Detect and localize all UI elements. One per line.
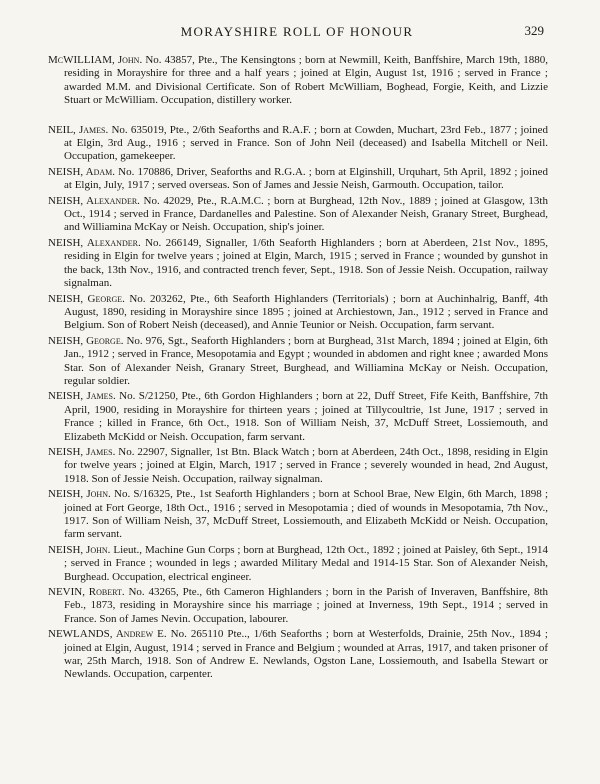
roll-entry xyxy=(48,124,548,164)
roll-entry xyxy=(48,488,548,542)
page-number: 329 xyxy=(524,23,544,38)
roll-entry xyxy=(48,195,548,235)
entry-name: NEWLANDS, Andrew E. xyxy=(48,628,167,641)
entry-name: NEIL, James. xyxy=(48,123,109,136)
entry-name: NEISH, James. xyxy=(48,390,116,403)
roll-entry xyxy=(48,166,548,193)
entry-text: No. 22907, Signaller, 1st Btn. Black Watch ; born at Aberdeen, 24th Oct., 1898, residing in Elgin for twelve years ; joined at Elgin, March, 1917 ; served in France ; severely wounded in head, 2nd August, 1918. Son of Jessie Neish. Occupation, railway signalman. xyxy=(64,445,548,485)
roll-entry xyxy=(48,446,548,486)
entry-name: NEVIN, Robert. xyxy=(48,586,125,599)
roll-entry xyxy=(48,54,548,108)
entry-name: NEISH, Alexander. xyxy=(48,194,140,207)
entry-name: McWILLIAM, John. xyxy=(48,54,143,66)
entry-text: No. S/16325, Pte., 1st Seaforth Highlanders ; born at School Brae, New Elgin, 6th March, 1898 ; joined at Fort George, 18th Oct., 1916 ; served in Mesopotamia ; died of wounds in Mesopotamia, 7th Nov., 1917. Son of William Neish, 37, McDuff Street, Lossiemouth, and Elizabeth McKidd or Neish. Occupation, farm servant. xyxy=(64,488,548,541)
entry-name: NEISH, John. xyxy=(48,488,111,501)
entry-text: No. 42029, Pte., R.A.M.C. ; born at Burghead, 12th Nov., 1889 ; joined at Glasgow, 13th Oct., 1914 ; served in France, Dardanelles and Palestine. Son of Alexander Neish, Granary Street, Burghead, and Williamina McKay or Neish. Occupation, ship's joiner. xyxy=(64,194,548,234)
entry-text: Lieut., Machine Gun Corps ; born at Burghead, 12th Oct., 1892 ; joined at Paisley, 6th Sept., 1914 ; served in France ; wounded in legs ; awarded Military Medal and 1914-15 Star. Son of Alexander Neish, Burghead. Occupation, electrical engineer. xyxy=(64,543,549,583)
roll-entry xyxy=(48,586,548,626)
roll-entry xyxy=(48,544,548,584)
entry-name: NEISH, George. xyxy=(48,334,124,347)
entry-name: NEISH, James. xyxy=(48,445,116,458)
entry-text: No. 976, Sgt., Seaforth Highlanders ; born at Burghead, 31st March, 1894 ; joined at Elgin, 6th Jan., 1912 ; served in France, Mesopotamia and Egypt ; wounded in abdomen and right knee ; awarded Mons Star. Son of Alexander Neish, Granary Street, Burghead, and Williamina McKay or Neish. Occupation, regular soldier. xyxy=(64,334,549,387)
entry-text: No. 43265, Pte., 6th Cameron Highlanders ; born in the Parish of Inveraven, Banffshire, 8th Feb., 1873, residing in Morayshire since his marriage ; joined at Inverness, 19th Sept., 1914 ; served in France. Son of James Nevin. Occupation, labourer. xyxy=(64,586,549,625)
entry-name: NEISH, John. xyxy=(48,543,111,556)
entry-text: No. 635019, Pte., 2/6th Seaforths and R.A.F. ; born at Cowden, Muchart, 23rd Feb., 1877 ; joined at Elgin, 3rd Aug., 1916 ; served in France. Son of John Neil (deceased) and Isabella Mitchell or Neil. Occupation, gamekeeper. xyxy=(64,123,549,163)
roll-entry xyxy=(48,390,548,444)
page-title: MORAYSHIRE ROLL OF HONOUR xyxy=(180,24,414,39)
entry-text: No. 203262, Pte., 6th Seaforth Highlanders (Territorials) ; born at Auchinhalrig, Banff, 4th August, 1890, residing in Morayshire since 1895 ; joined at Archiestown, Jan., 1912 ; served in France and Belgium. Son of Robert Neish (deceased), and Annie Teunior or Neish. Occupation, farm servant. xyxy=(64,292,548,332)
entry-name: NEISH, Adam. xyxy=(48,165,116,178)
entry-text: No. 170886, Driver, Seaforths and R.G.A. ; born at Elginshill, Urquhart, 5th April, 1892 ; joined at Elgin, July, 1917 ; served overseas. Son of James and Jessie Neish, Garmouth. Occupation, tailor. xyxy=(64,165,548,192)
entry-text: No. 266149, Signaller, 1/6th Seaforth Highlanders ; born at Aberdeen, 21st Nov., 1895, residing in Elgin for twelve years ; joined at Elgin, March, 1915 ; served in France ; wounded by gunshot in the back, 13th Nov., 1916, and contracted trench fever, Sept., 1918. Son of Jessie Neish. Occupation, railway signalman. xyxy=(64,236,548,290)
roll-entry xyxy=(48,628,548,682)
roll-entry xyxy=(48,293,548,333)
running-head xyxy=(50,24,544,42)
entry-name: NEISH, Alexander. xyxy=(48,236,141,249)
roll-entry xyxy=(48,237,548,291)
entry-text: No. 43857, Pte., The Kensingtons ; born at Newmill, Keith, Banffshire, March 19th, 1880, residing in Morayshire for three and a half years ; joined at Elgin, August 1st, 1916 ; served in France ; awarded M.M. and Divisional Certificate. Son of Robert McWilliam, Boghead, Forgie, Keith, and Lizzie Stuart or McWilliam. Occupation, distillery worker. xyxy=(64,54,548,107)
entry-name: NEISH, George. xyxy=(48,292,125,305)
roll-entry xyxy=(48,335,548,389)
entry-text: No. S/21250, Pte., 6th Gordon Highlanders ; born at 22, Duff Street, Fife Keith, Banffshire, 7th April, 1900, residing in Morayshire for thirteen years ; joined at Tillycoultrie, 1st June, 1917 ; served in France ; killed in France, 6th Oct., 1918. Son of William Neish, 37, McDuff Street, Lossiemouth, and Elizabeth McKidd or Neish. Occupation, farm servant. xyxy=(64,390,549,443)
entry-text: No. 265110 Pte.., 1/6th Seaforths ; born at Westerfolds, Drainie, 25th Nov., 1894 ; joined at Elgin, August, 1914 ; served in France and Belgium ; wounded at Arras, 1917, and taken prisoner of war, 25th March, 1918. Son of Andrew E. Newlands, Ogston Lane, Lossiemouth, and Isabella Stewart or Newlands. Occupation, carpenter. xyxy=(64,628,548,681)
roll-entries xyxy=(48,54,548,684)
